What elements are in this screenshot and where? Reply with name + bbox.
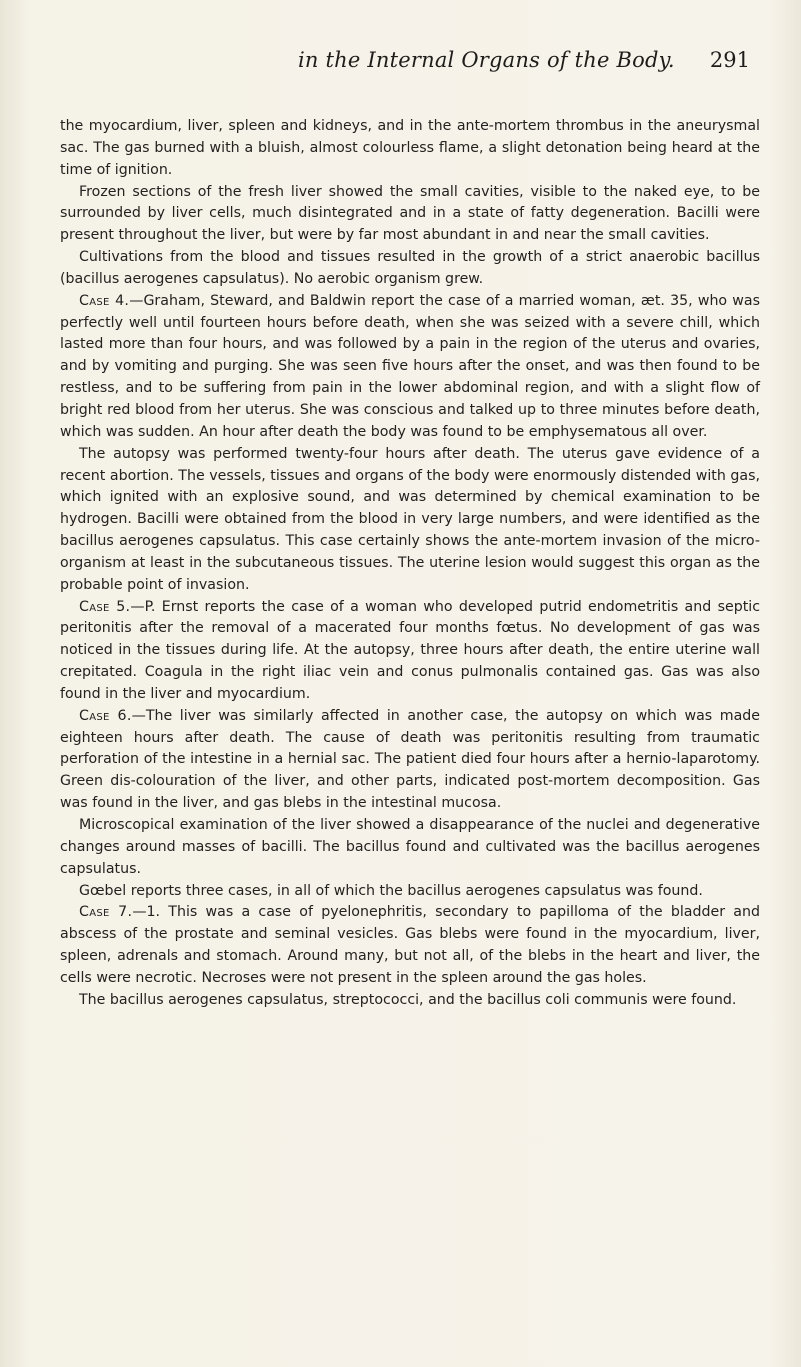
case-paragraph [60,291,760,444]
paragraph [60,444,760,597]
paragraph-text: —Graham, Steward, and Baldwin report the case of a married woman, æt. 35, who was perfectly well until fourteen hours before death, when she was seized with a severe chill, which lasted more than four hours, and was followed by a pain in the region of the uterus and ovaries, and by vomiting and purging. She was seen five hours after the onset, and was then found to be restless, and to be suffering from pain in the lower abdominal region, and with a slight flow of bright red blood from her uterus. She was conscious and talked up to three minutes before death, which was sudden. An hour after death the body was found to be emphysematous all over. [60,292,760,440]
paragraph-text: —1. This was a case of pyelonephritis, secondary to papilloma of the bladder and abscess of the prostate and seminal vesicles. Gas blebs were found in the myocardium, liver, spleen, adrenals and stomach. Around many, but not all, of the blebs in the heart and liver, the cells were necrotic. Necroses were not present in the spleen around the gas holes. [60,904,760,986]
paragraph [60,815,760,881]
paragraph-text: Frozen sections of the fresh liver showed the small cavities, visible to the naked eye, to be surrounded by liver cells, much disintegrated and in a state of fatty degeneration. Bacilli were present throughout the liver, but were by far most abundant in and near the small cavities. [60,183,760,244]
page-header [146,48,756,84]
paragraph-text: —The liver was similarly affected in another case, the autopsy on which was made eighteen hours after death. The cause of death was peritonitis resulting from traumatic perforation of the intestine in a hernial sac. The patient died four hours after a hernio-laparotomy. Green dis-colouration of the liver, and other parts, indicated post-mortem decomposition. Gas was found in the liver, and gas blebs in the intestinal mucosa. [60,707,760,812]
paragraph [60,881,760,903]
paragraph [60,247,760,291]
paragraph-text: —P. Ernst reports the case of a woman who developed putrid endometritis and septic peritonitis after the removal of a macerated four months fœtus. No development of gas was noticed in the tissues during life. At the autopsy, three hours after death, the entire uterine wall crepitated. Coagula in the right iliac vein and conus pulmonalis contained gas. Gas was also found in the liver and myocardium. [60,598,760,702]
page-number: 291 [709,48,750,72]
case-label: Case 7. [79,904,133,921]
paragraph [60,116,760,182]
paragraph-text: Gœbel reports three cases, in all of which the bacillus aerogenes capsulatus was found. [79,882,703,899]
paragraph-text: Microscopical examination of the liver showed a disappearance of the nuclei and degenerative changes around masses of bacilli. The bacillus found and cultivated was the bacillus aerogenes capsulatus. [60,817,760,877]
case-paragraph [60,597,760,706]
paragraph [60,990,760,1012]
case-label: Case 6. [79,707,132,724]
paragraph-text: The bacillus aerogenes capsulatus, streptococci, and the bacillus coli communis were found. [79,991,737,1008]
case-paragraph [60,706,760,815]
running-title: in the Internal Organs of the Body. [298,48,675,72]
body-text [60,116,760,1012]
case-paragraph [60,902,760,989]
case-label: Case 5. [79,598,131,615]
paragraph-text: The autopsy was performed twenty-four hours after death. The uterus gave evidence of a recent abortion. The vessels, tissues and organs of the body were enormously distended with gas, which ignited with an explosive sound, and was determined by chemical examination to be hydrogen. Bacilli were obtained from the blood in very large numbers, and were identified as the bacillus aerogenes capsulatus. This case certainly shows the ante-mortem invasion of the micro-organism at least in the subcutaneous tissues. The uterine lesion would suggest this organ as the probable point of invasion. [60,445,760,593]
case-label: Case 4. [79,292,130,309]
paragraph-text: the myocardium, liver, spleen and kidneys, and in the ante-mortem thrombus in the aneurysmal sac. The gas burned with a bluish, almost colourless flame, a slight detonation being heard at the time of ignition. [60,118,760,178]
paragraph [60,182,760,248]
paragraph-text: Cultivations from the blood and tissues resulted in the growth of a strict anaerobic bacillus (bacillus aerogenes capsulatus). No aerobic organism grew. [60,249,760,287]
